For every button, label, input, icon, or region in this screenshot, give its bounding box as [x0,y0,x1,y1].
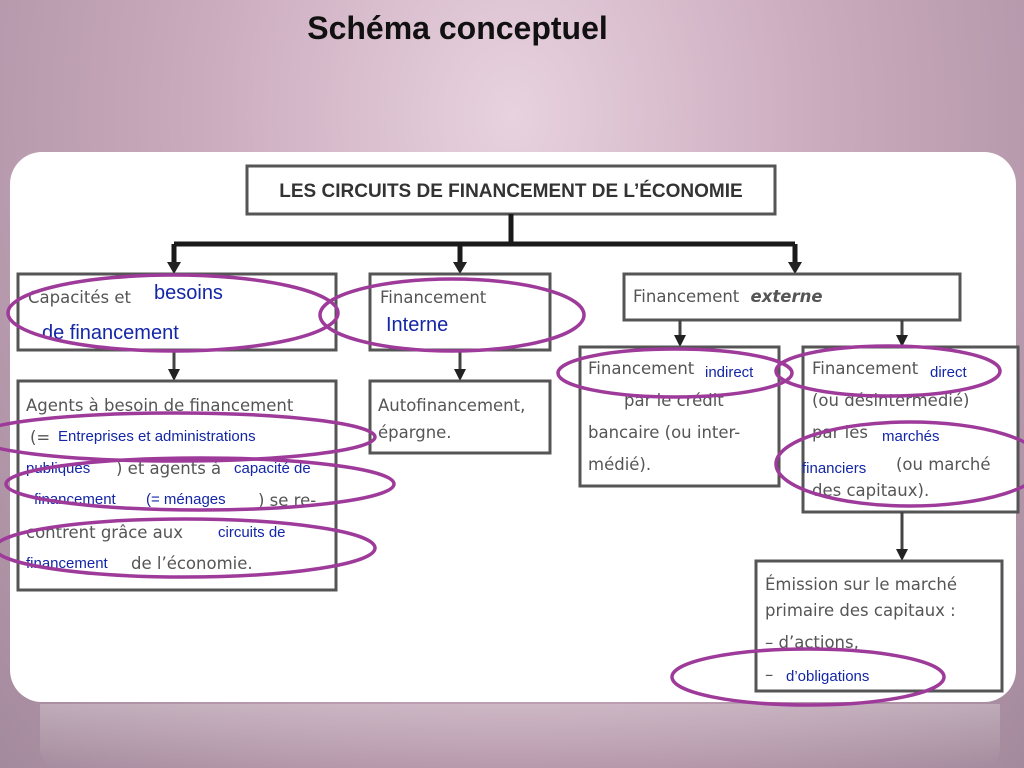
agents-line-1: Agents à besoin de financement [26,396,294,415]
direct-to-emission-arrow [896,549,908,561]
indirect-line-3: médié). [588,455,652,474]
annotation-direct: direct [930,364,967,381]
interne-label: Financement [380,288,487,307]
annotation-de-financement: de financement [42,322,179,344]
externe-label-em: externe [750,287,823,306]
externe-label-main: Financement [633,287,740,306]
annotation-circuits-de: circuits de [218,524,286,541]
arrow-to-capacites [167,262,181,274]
arrow-to-interne [453,262,467,274]
annotation-entreprises: Entreprises et administrations [58,428,256,445]
capacites-down-arrow [168,369,180,381]
slide-title: Schéma conceptuel [307,10,608,46]
annotation-marches: marchés [882,428,940,445]
emission-line-1: Émission sur le marché [765,575,958,594]
agents-line-3: ) et agents à [116,459,222,478]
annotation-publiques: publiques [26,460,91,477]
annotation-interne: Interne [386,314,449,336]
header-text: LES CIRCUITS DE FINANCEMENT DE L’ÉCONOMIE [279,181,743,202]
interne-down-arrow [454,369,466,381]
annotation-financiers: financiers [802,460,867,477]
indirect-line-2: bancaire (ou inter- [588,423,741,442]
agents-line-6: contrent grâce aux [26,523,184,542]
annotation-capacite-de: capacité de [234,460,311,477]
annotation-menages: (= ménages [146,491,226,508]
agents-line-5: ) se re- [258,491,317,510]
annotation-besoins: besoins [154,282,223,304]
direct-line-1: (ou désintermédié) [812,391,970,410]
annotation-obligations: d’obligations [786,668,870,685]
emission-line-4: – [765,665,774,684]
emission-line-3: – d’actions, [765,633,859,652]
indirect-label: Financement [588,359,695,378]
capacites-text: Capacités et [28,288,131,307]
direct-line-4: des capitaux). [812,481,930,500]
indirect-line-1: par le crédit [624,391,724,410]
direct-line-3: (ou marché [896,455,991,474]
autofinancement-box [370,381,550,453]
arrow-to-externe [788,262,802,274]
externe-label [633,287,823,306]
autofinancement-line-1: Autofinancement, [378,396,526,415]
annotation-indirect: indirect [705,364,754,381]
emission-line-2: primaire des capitaux : [765,601,956,620]
externe-to-indirect-arrow [674,335,686,347]
agents-line-7: de l’économie. [131,554,253,573]
agents-line-2: (= [30,428,51,447]
annotation-financement-circuits: financement [26,555,108,572]
direct-label: Financement [812,359,919,378]
direct-line-2: par les [812,423,868,442]
autofinancement-line-2: épargne. [378,423,452,442]
annotation-financement-menages: financement [34,491,116,508]
